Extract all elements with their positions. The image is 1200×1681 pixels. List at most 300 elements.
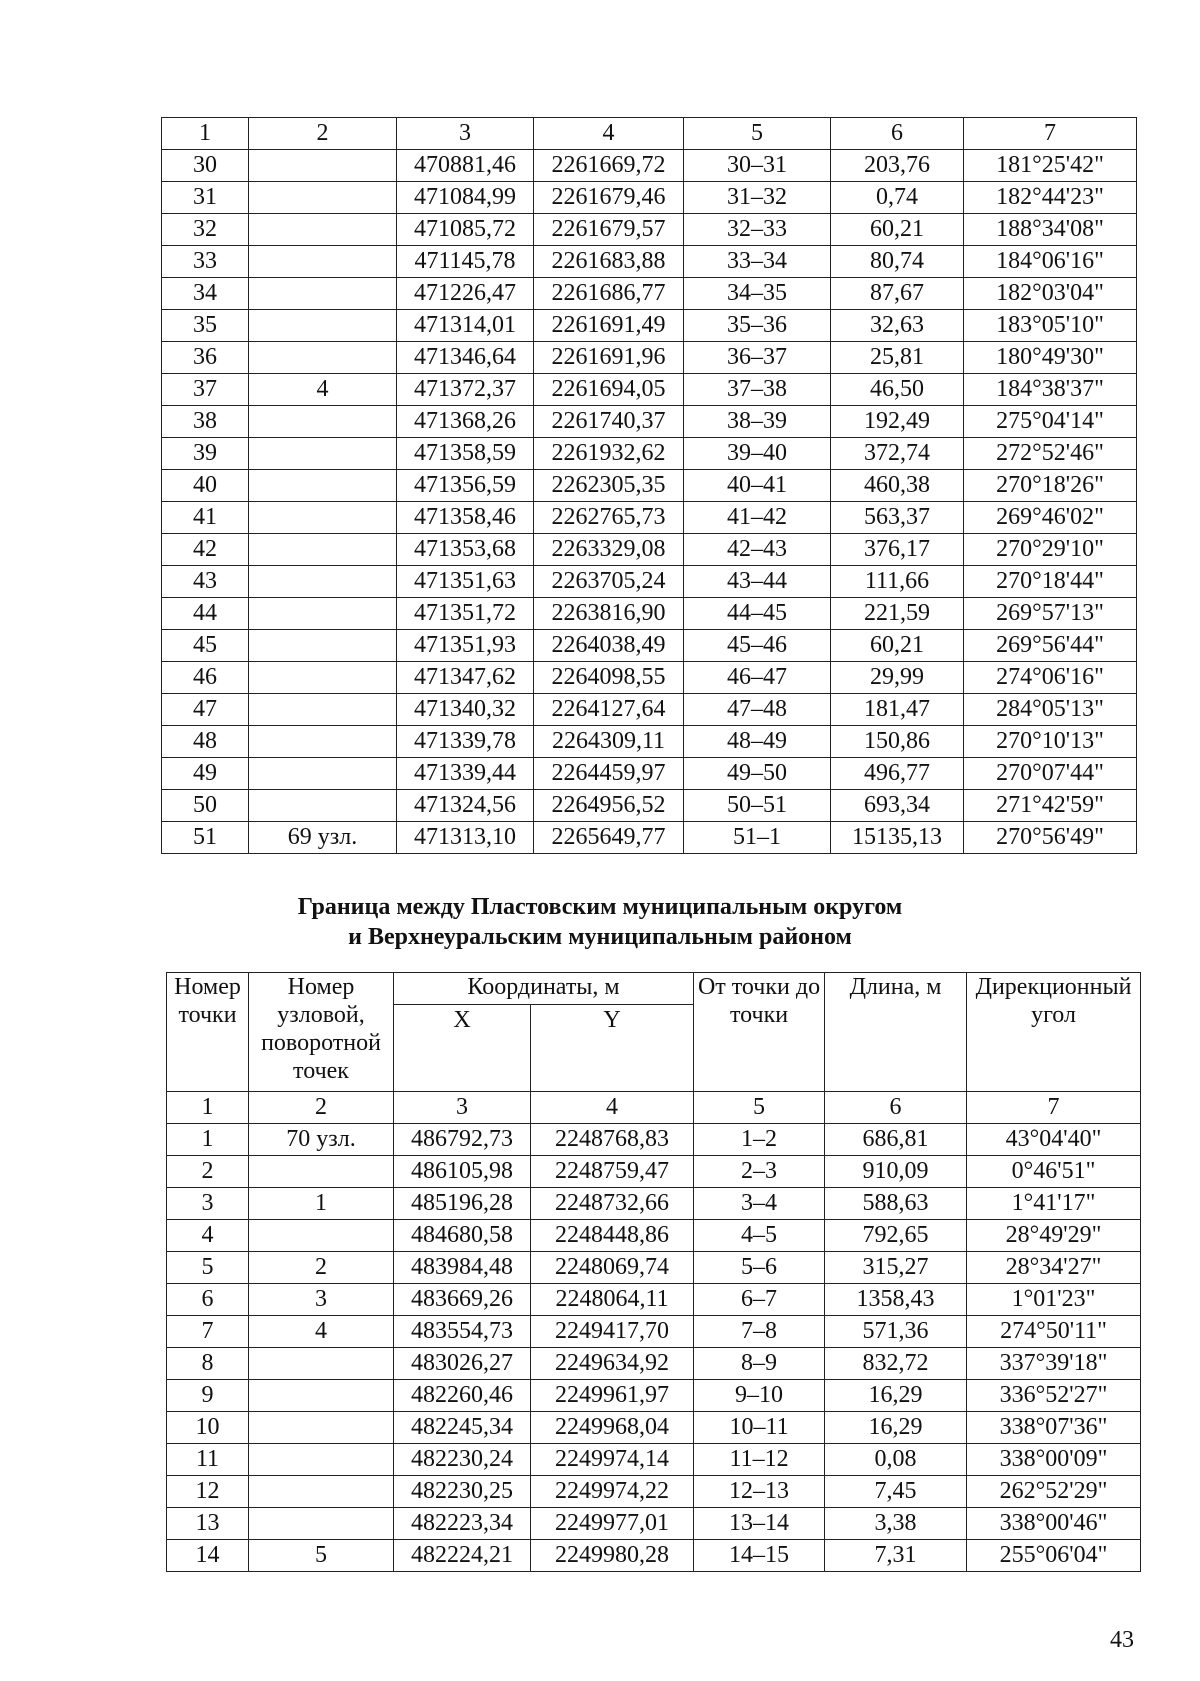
- table-cell: 484680,58: [394, 1220, 531, 1252]
- table-cell: 471368,26: [397, 406, 534, 438]
- x-header: X: [394, 1005, 531, 1092]
- header-cell: 1: [162, 118, 249, 150]
- table-cell: 270°07'44": [964, 758, 1137, 790]
- table-cell: 45–46: [684, 630, 831, 662]
- table-cell: 9: [167, 1380, 249, 1412]
- header-cell: 4: [534, 118, 684, 150]
- table-cell: 337°39'18": [967, 1348, 1141, 1380]
- table-cell: 34–35: [684, 278, 831, 310]
- table-row: [162, 342, 1137, 374]
- table-cell: 483669,26: [394, 1284, 531, 1316]
- table-cell: 51–1: [684, 822, 831, 854]
- table-row: [167, 1412, 1141, 1444]
- table-cell: 2262765,73: [534, 502, 684, 534]
- table-row: [162, 150, 1137, 182]
- table-cell: 10: [167, 1412, 249, 1444]
- table-cell: 44: [162, 598, 249, 630]
- table-cell: 2249980,28: [531, 1540, 694, 1572]
- table-cell: 4: [249, 374, 397, 406]
- table-cell: 29,99: [831, 662, 964, 694]
- heading-line: Граница между Пластовским муниципальным округом: [297, 894, 903, 920]
- length-header: Длина, м: [825, 973, 967, 1092]
- header-cell: 7: [964, 118, 1137, 150]
- table-row: [162, 758, 1137, 790]
- header-row: [167, 973, 1141, 1005]
- table-cell: [249, 662, 397, 694]
- table-cell: 270°10'13": [964, 726, 1137, 758]
- table-cell: 482230,25: [394, 1476, 531, 1508]
- table-cell: 2248448,86: [531, 1220, 694, 1252]
- table-cell: 471353,68: [397, 534, 534, 566]
- table-cell: 274°50'11": [967, 1316, 1141, 1348]
- header-cell: 2: [249, 1092, 394, 1124]
- column-index-row: [162, 118, 1137, 150]
- table-cell: [249, 150, 397, 182]
- table-row: [167, 1444, 1141, 1476]
- table-cell: 2249974,22: [531, 1476, 694, 1508]
- header-cell: 6: [831, 118, 964, 150]
- table-cell: [249, 534, 397, 566]
- table-cell: 2264309,11: [534, 726, 684, 758]
- table-cell: 2264956,52: [534, 790, 684, 822]
- table-cell: 0,08: [825, 1444, 967, 1476]
- table-cell: 336°52'27": [967, 1380, 1141, 1412]
- table-cell: 471351,93: [397, 630, 534, 662]
- table-row: [162, 246, 1137, 278]
- table-cell: 910,09: [825, 1156, 967, 1188]
- table-cell: 275°04'14": [964, 406, 1137, 438]
- table-row: [167, 1220, 1141, 1252]
- table-cell: 40: [162, 470, 249, 502]
- table-cell: 31–32: [684, 182, 831, 214]
- table-cell: 255°06'04": [967, 1540, 1141, 1572]
- table-cell: 338°00'09": [967, 1444, 1141, 1476]
- table-cell: 41: [162, 502, 249, 534]
- header-cell: 2: [249, 118, 397, 150]
- table-cell: 28°34'27": [967, 1252, 1141, 1284]
- table-cell: 7–8: [694, 1316, 825, 1348]
- table-cell: 338°07'36": [967, 1412, 1141, 1444]
- table-cell: 270°29'10": [964, 534, 1137, 566]
- table-cell: 563,37: [831, 502, 964, 534]
- table-row: [162, 790, 1137, 822]
- table-cell: 4: [249, 1316, 394, 1348]
- table-cell: 69 узл.: [249, 822, 397, 854]
- table-cell: 482230,24: [394, 1444, 531, 1476]
- table-cell: 0,74: [831, 182, 964, 214]
- table-cell: 471085,72: [397, 214, 534, 246]
- table-cell: [249, 1156, 394, 1188]
- table-cell: 2249417,70: [531, 1316, 694, 1348]
- table-cell: [249, 1476, 394, 1508]
- table-cell: 270°18'44": [964, 566, 1137, 598]
- table-row: [167, 1252, 1141, 1284]
- table-cell: 4: [167, 1220, 249, 1252]
- table-row: [162, 694, 1137, 726]
- table-cell: 48–49: [684, 726, 831, 758]
- table-cell: 482224,21: [394, 1540, 531, 1572]
- table-cell: 45: [162, 630, 249, 662]
- table-cell: 60,21: [831, 214, 964, 246]
- table-cell: [249, 438, 397, 470]
- table-row: [162, 534, 1137, 566]
- table-cell: 8–9: [694, 1348, 825, 1380]
- table-row: [162, 630, 1137, 662]
- table-cell: 482260,46: [394, 1380, 531, 1412]
- table-cell: 182°44'23": [964, 182, 1137, 214]
- table-row: [167, 1348, 1141, 1380]
- table-cell: 16,29: [825, 1412, 967, 1444]
- table-cell: 5: [249, 1540, 394, 1572]
- table-cell: 315,27: [825, 1252, 967, 1284]
- table-cell: [249, 694, 397, 726]
- table-cell: 87,67: [831, 278, 964, 310]
- angle-header: Дирекционный угол: [967, 973, 1141, 1092]
- table-cell: [249, 1380, 394, 1412]
- table-cell: 571,36: [825, 1316, 967, 1348]
- from-to-header: От точки до точки: [694, 973, 825, 1092]
- table-cell: 471226,47: [397, 278, 534, 310]
- table-row: [167, 1316, 1141, 1348]
- table-cell: 471347,62: [397, 662, 534, 694]
- table-cell: 37: [162, 374, 249, 406]
- table-cell: 5–6: [694, 1252, 825, 1284]
- page-number: 43: [1110, 1627, 1134, 1653]
- table-row: [167, 1508, 1141, 1540]
- table-cell: 2262305,35: [534, 470, 684, 502]
- table-cell: 14: [167, 1540, 249, 1572]
- table-cell: [249, 1444, 394, 1476]
- table-cell: 2263816,90: [534, 598, 684, 630]
- table-cell: 486105,98: [394, 1156, 531, 1188]
- table-cell: 11–12: [694, 1444, 825, 1476]
- table-cell: 1°01'23": [967, 1284, 1141, 1316]
- table-cell: 44–45: [684, 598, 831, 630]
- table-cell: 7: [167, 1316, 249, 1348]
- table-cell: 372,74: [831, 438, 964, 470]
- table-cell: 37–38: [684, 374, 831, 406]
- table-row: [162, 310, 1137, 342]
- table-cell: 7,31: [825, 1540, 967, 1572]
- table-cell: 48: [162, 726, 249, 758]
- table-cell: 1: [249, 1188, 394, 1220]
- table-cell: 2261740,37: [534, 406, 684, 438]
- point-number-header: Номер точки: [167, 973, 249, 1092]
- table-cell: 460,38: [831, 470, 964, 502]
- table-cell: 181°25'42": [964, 150, 1137, 182]
- header-cell: 3: [397, 118, 534, 150]
- table-cell: 2264127,64: [534, 694, 684, 726]
- table-cell: 33–34: [684, 246, 831, 278]
- table-cell: 686,81: [825, 1124, 967, 1156]
- table-row: [162, 278, 1137, 310]
- table-cell: 3,38: [825, 1508, 967, 1540]
- table-cell: [249, 1348, 394, 1380]
- coordinates-header: Координаты, м: [394, 973, 694, 1005]
- table-cell: 496,77: [831, 758, 964, 790]
- table-cell: [249, 790, 397, 822]
- y-header: Y: [531, 1005, 694, 1092]
- table-cell: 471346,64: [397, 342, 534, 374]
- table-cell: 471372,37: [397, 374, 534, 406]
- table-cell: 33: [162, 246, 249, 278]
- boundary-coordinates-table: [166, 972, 1141, 1572]
- table-row: [162, 470, 1137, 502]
- table-cell: 25,81: [831, 342, 964, 374]
- table-cell: 693,34: [831, 790, 964, 822]
- table-cell: 2264459,97: [534, 758, 684, 790]
- table-cell: 483554,73: [394, 1316, 531, 1348]
- table-cell: 203,76: [831, 150, 964, 182]
- header-cell: 4: [531, 1092, 694, 1124]
- table-row: [167, 1380, 1141, 1412]
- table-cell: 832,72: [825, 1348, 967, 1380]
- table-cell: 2: [167, 1156, 249, 1188]
- table-cell: [249, 1220, 394, 1252]
- table-cell: 2265649,77: [534, 822, 684, 854]
- table-cell: 270°18'26": [964, 470, 1137, 502]
- table-cell: [249, 1412, 394, 1444]
- table-cell: 7,45: [825, 1476, 967, 1508]
- table-cell: 2264038,49: [534, 630, 684, 662]
- table-cell: 50–51: [684, 790, 831, 822]
- table-cell: 46–47: [684, 662, 831, 694]
- table-cell: 31: [162, 182, 249, 214]
- table-cell: [249, 310, 397, 342]
- table-cell: 2261679,57: [534, 214, 684, 246]
- table-cell: 485196,28: [394, 1188, 531, 1220]
- table-cell: 39–40: [684, 438, 831, 470]
- table-cell: 46: [162, 662, 249, 694]
- table-row: [162, 406, 1137, 438]
- table-cell: 471340,32: [397, 694, 534, 726]
- table-cell: 3: [167, 1188, 249, 1220]
- table-row: [162, 598, 1137, 630]
- table-cell: 2261683,88: [534, 246, 684, 278]
- table-cell: 2261691,49: [534, 310, 684, 342]
- table-cell: 2: [249, 1252, 394, 1284]
- table-cell: 270°56'49": [964, 822, 1137, 854]
- table-cell: 2261694,05: [534, 374, 684, 406]
- table-cell: 471313,10: [397, 822, 534, 854]
- table-cell: 482223,34: [394, 1508, 531, 1540]
- table-cell: 43°04'40": [967, 1124, 1141, 1156]
- table-cell: 2261686,77: [534, 278, 684, 310]
- table-cell: 1–2: [694, 1124, 825, 1156]
- table-cell: 42: [162, 534, 249, 566]
- table-cell: 2249961,97: [531, 1380, 694, 1412]
- table-cell: 32: [162, 214, 249, 246]
- table-cell: 34: [162, 278, 249, 310]
- table-cell: 183°05'10": [964, 310, 1137, 342]
- table-row: [162, 214, 1137, 246]
- table-cell: 9–10: [694, 1380, 825, 1412]
- table-cell: 60,21: [831, 630, 964, 662]
- table-cell: [249, 246, 397, 278]
- heading-line: и Верхнеуральским муниципальным районом: [348, 924, 852, 950]
- table-cell: 471358,46: [397, 502, 534, 534]
- table-cell: 10–11: [694, 1412, 825, 1444]
- table-cell: 4–5: [694, 1220, 825, 1252]
- table-cell: 272°52'46": [964, 438, 1137, 470]
- header-cell: 3: [394, 1092, 531, 1124]
- table-cell: 471339,78: [397, 726, 534, 758]
- header-cell: 1: [167, 1092, 249, 1124]
- table-cell: 180°49'30": [964, 342, 1137, 374]
- table-cell: 471314,01: [397, 310, 534, 342]
- table-cell: 192,49: [831, 406, 964, 438]
- table-cell: 38: [162, 406, 249, 438]
- table-cell: 150,86: [831, 726, 964, 758]
- table-cell: 80,74: [831, 246, 964, 278]
- table-body: [162, 150, 1137, 854]
- table-cell: 486792,73: [394, 1124, 531, 1156]
- table-cell: [249, 726, 397, 758]
- table-cell: 2261932,62: [534, 438, 684, 470]
- table-cell: 181,47: [831, 694, 964, 726]
- table-row: [167, 1124, 1141, 1156]
- table-cell: 588,63: [825, 1188, 967, 1220]
- table-cell: [249, 566, 397, 598]
- coordinates-table-continued: [161, 117, 1137, 854]
- table-cell: 3–4: [694, 1188, 825, 1220]
- table-cell: 188°34'08": [964, 214, 1137, 246]
- table-cell: 12–13: [694, 1476, 825, 1508]
- table-cell: 2264098,55: [534, 662, 684, 694]
- table-row: [162, 502, 1137, 534]
- table-cell: 184°06'16": [964, 246, 1137, 278]
- table-cell: 483026,27: [394, 1348, 531, 1380]
- table-cell: 376,17: [831, 534, 964, 566]
- table-row: [162, 438, 1137, 470]
- table-cell: [249, 278, 397, 310]
- table-cell: 221,59: [831, 598, 964, 630]
- table-cell: [249, 214, 397, 246]
- table-cell: 2249977,01: [531, 1508, 694, 1540]
- table-cell: 471145,78: [397, 246, 534, 278]
- table-cell: 2263705,24: [534, 566, 684, 598]
- table-cell: 274°06'16": [964, 662, 1137, 694]
- table-cell: 2249634,92: [531, 1348, 694, 1380]
- table-cell: 471339,44: [397, 758, 534, 790]
- table-row: [162, 566, 1137, 598]
- table-cell: 6–7: [694, 1284, 825, 1316]
- table-cell: 2249974,14: [531, 1444, 694, 1476]
- table-cell: 471351,72: [397, 598, 534, 630]
- table-row: [167, 1284, 1141, 1316]
- table-cell: 2261691,96: [534, 342, 684, 374]
- table-cell: 284°05'13": [964, 694, 1137, 726]
- table-cell: 42–43: [684, 534, 831, 566]
- table-cell: 2248069,74: [531, 1252, 694, 1284]
- table-cell: [249, 470, 397, 502]
- section-heading: [0, 892, 1200, 952]
- table-cell: [249, 406, 397, 438]
- table-cell: 1: [167, 1124, 249, 1156]
- table-cell: 32,63: [831, 310, 964, 342]
- table-cell: 14–15: [694, 1540, 825, 1572]
- table-cell: 2248768,83: [531, 1124, 694, 1156]
- table-cell: 36: [162, 342, 249, 374]
- table-cell: [249, 342, 397, 374]
- table-body: [167, 1124, 1141, 1572]
- header-cell: 5: [694, 1092, 825, 1124]
- table-cell: 30–31: [684, 150, 831, 182]
- header-cell: 6: [825, 1092, 967, 1124]
- table-cell: 471358,59: [397, 438, 534, 470]
- table-cell: 40–41: [684, 470, 831, 502]
- table-cell: 49–50: [684, 758, 831, 790]
- table-cell: 70 узл.: [249, 1124, 394, 1156]
- table-cell: 184°38'37": [964, 374, 1137, 406]
- table-cell: 36–37: [684, 342, 831, 374]
- table-cell: 11: [167, 1444, 249, 1476]
- table-cell: 47: [162, 694, 249, 726]
- node-number-header: Номер узловой, поворотной точек: [249, 973, 394, 1092]
- table-cell: 13: [167, 1508, 249, 1540]
- table-cell: 5: [167, 1252, 249, 1284]
- table-row: [167, 1476, 1141, 1508]
- table-cell: 471324,56: [397, 790, 534, 822]
- table-cell: 32–33: [684, 214, 831, 246]
- table-row: [167, 1156, 1141, 1188]
- table-row: [162, 726, 1137, 758]
- table-row: [162, 374, 1137, 406]
- table-cell: 271°42'59": [964, 790, 1137, 822]
- table-cell: 792,65: [825, 1220, 967, 1252]
- table-row: [162, 822, 1137, 854]
- table-cell: 471356,59: [397, 470, 534, 502]
- table-cell: 269°46'02": [964, 502, 1137, 534]
- table-cell: 338°00'46": [967, 1508, 1141, 1540]
- table-row: [167, 1188, 1141, 1220]
- table-cell: 2248732,66: [531, 1188, 694, 1220]
- table-cell: 1°41'17": [967, 1188, 1141, 1220]
- table-cell: 38–39: [684, 406, 831, 438]
- table-cell: 2249968,04: [531, 1412, 694, 1444]
- table-cell: 43: [162, 566, 249, 598]
- table-cell: 39: [162, 438, 249, 470]
- header-cell: 5: [684, 118, 831, 150]
- table-cell: 6: [167, 1284, 249, 1316]
- table-cell: 262°52'29": [967, 1476, 1141, 1508]
- table-cell: [249, 502, 397, 534]
- header-cell: 7: [967, 1092, 1141, 1124]
- table-cell: 3: [249, 1284, 394, 1316]
- table-cell: 2–3: [694, 1156, 825, 1188]
- table-cell: 43–44: [684, 566, 831, 598]
- table-row: [162, 182, 1137, 214]
- table-cell: [249, 1508, 394, 1540]
- table-cell: 41–42: [684, 502, 831, 534]
- table-cell: 1358,43: [825, 1284, 967, 1316]
- table-cell: 2248064,11: [531, 1284, 694, 1316]
- table-cell: [249, 598, 397, 630]
- table-cell: 470881,46: [397, 150, 534, 182]
- table-cell: 50: [162, 790, 249, 822]
- table-cell: 15135,13: [831, 822, 964, 854]
- table-cell: 35–36: [684, 310, 831, 342]
- table-cell: 35: [162, 310, 249, 342]
- table-cell: 0°46'51": [967, 1156, 1141, 1188]
- table-cell: 2248759,47: [531, 1156, 694, 1188]
- table-cell: 30: [162, 150, 249, 182]
- table-cell: 2261679,46: [534, 182, 684, 214]
- table-cell: 46,50: [831, 374, 964, 406]
- table-row: [167, 1540, 1141, 1572]
- table-cell: [249, 182, 397, 214]
- table-cell: 471084,99: [397, 182, 534, 214]
